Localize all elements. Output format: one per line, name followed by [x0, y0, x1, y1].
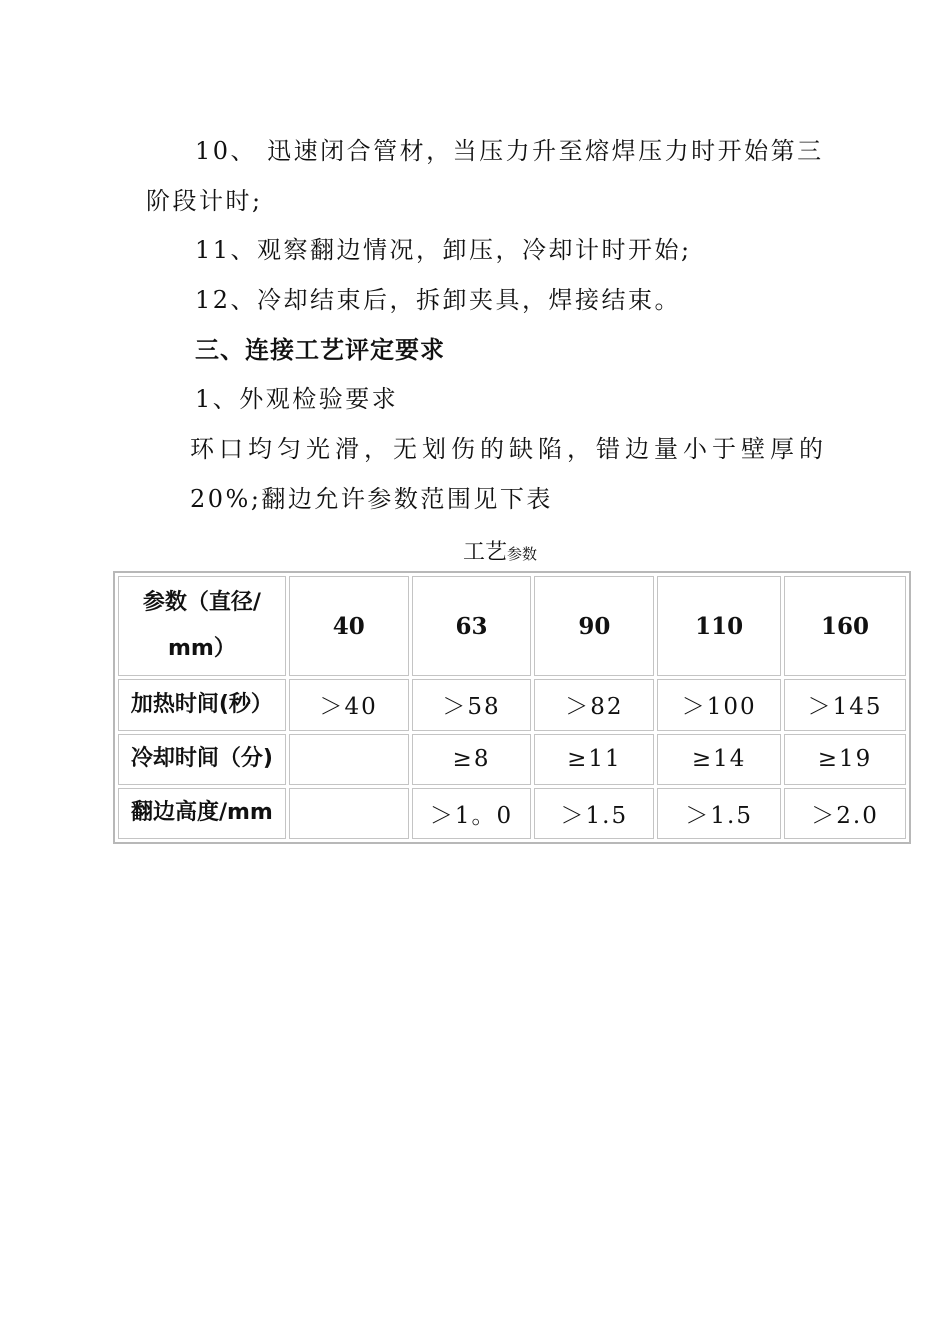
table-header-row	[118, 576, 906, 676]
body-line-2: 20%;翻边允许参数范围见下表	[190, 485, 553, 513]
step-11: 11、观察翻边情况，卸压，冷却计时开始;	[195, 236, 692, 264]
header-label-line-2: mm）	[167, 636, 236, 662]
item-1-heading: 1、外观检验要求	[195, 385, 399, 413]
header-diameter-cell: 90	[534, 576, 654, 676]
row-label-cell: 冷却时间（分)	[118, 734, 286, 785]
table-caption	[0, 535, 950, 566]
table-cell: ＞1.5	[657, 788, 781, 839]
section-3-heading: 三、连接工艺评定要求	[195, 336, 445, 364]
table-cell: ≥19	[784, 734, 906, 785]
header-label-cell	[118, 576, 286, 676]
header-diameter-cell: 160	[784, 576, 906, 676]
table-cell: ＞2.0	[784, 788, 906, 839]
parameter-table	[113, 571, 911, 844]
table-cell: ＞58	[412, 679, 532, 730]
row-label-cell: 翻边高度/mm	[118, 788, 286, 839]
table-cell: ＞145	[784, 679, 906, 730]
step-12: 12、冷却结束后，拆卸夹具，焊接结束。	[195, 286, 682, 314]
table-cell	[289, 734, 409, 785]
table-row	[118, 788, 906, 839]
table-cell: ＞1.5	[534, 788, 654, 839]
table-cell: ≥8	[412, 734, 532, 785]
step-10-line-1: 10、 迅速闭合管材，当压力升至熔焊压力时开始第三	[195, 137, 824, 165]
header-label-line-1: 参数（直径/	[142, 590, 261, 616]
header-diameter-cell: 63	[412, 576, 532, 676]
header-diameter-cell: 110	[657, 576, 781, 676]
table-row	[118, 734, 906, 785]
table-cell: ≥11	[534, 734, 654, 785]
table-row	[118, 679, 906, 730]
step-10-line-2: 阶段计时;	[146, 187, 263, 215]
header-diameter-cell: 40	[289, 576, 409, 676]
table-caption-small: 参数	[507, 545, 538, 563]
table-cell: ＞40	[289, 679, 409, 730]
table-cell: ＞1。0	[412, 788, 532, 839]
body-line-1: 环口均匀光滑，无划伤的缺陷，错边量小于壁厚的	[190, 435, 828, 463]
table-cell: ≥14	[657, 734, 781, 785]
table-cell: ＞82	[534, 679, 654, 730]
table-cell: ＞100	[657, 679, 781, 730]
table-cell	[289, 788, 409, 839]
table-caption-main: 工艺	[462, 540, 507, 565]
row-label-cell: 加热时间(秒）	[118, 679, 286, 730]
